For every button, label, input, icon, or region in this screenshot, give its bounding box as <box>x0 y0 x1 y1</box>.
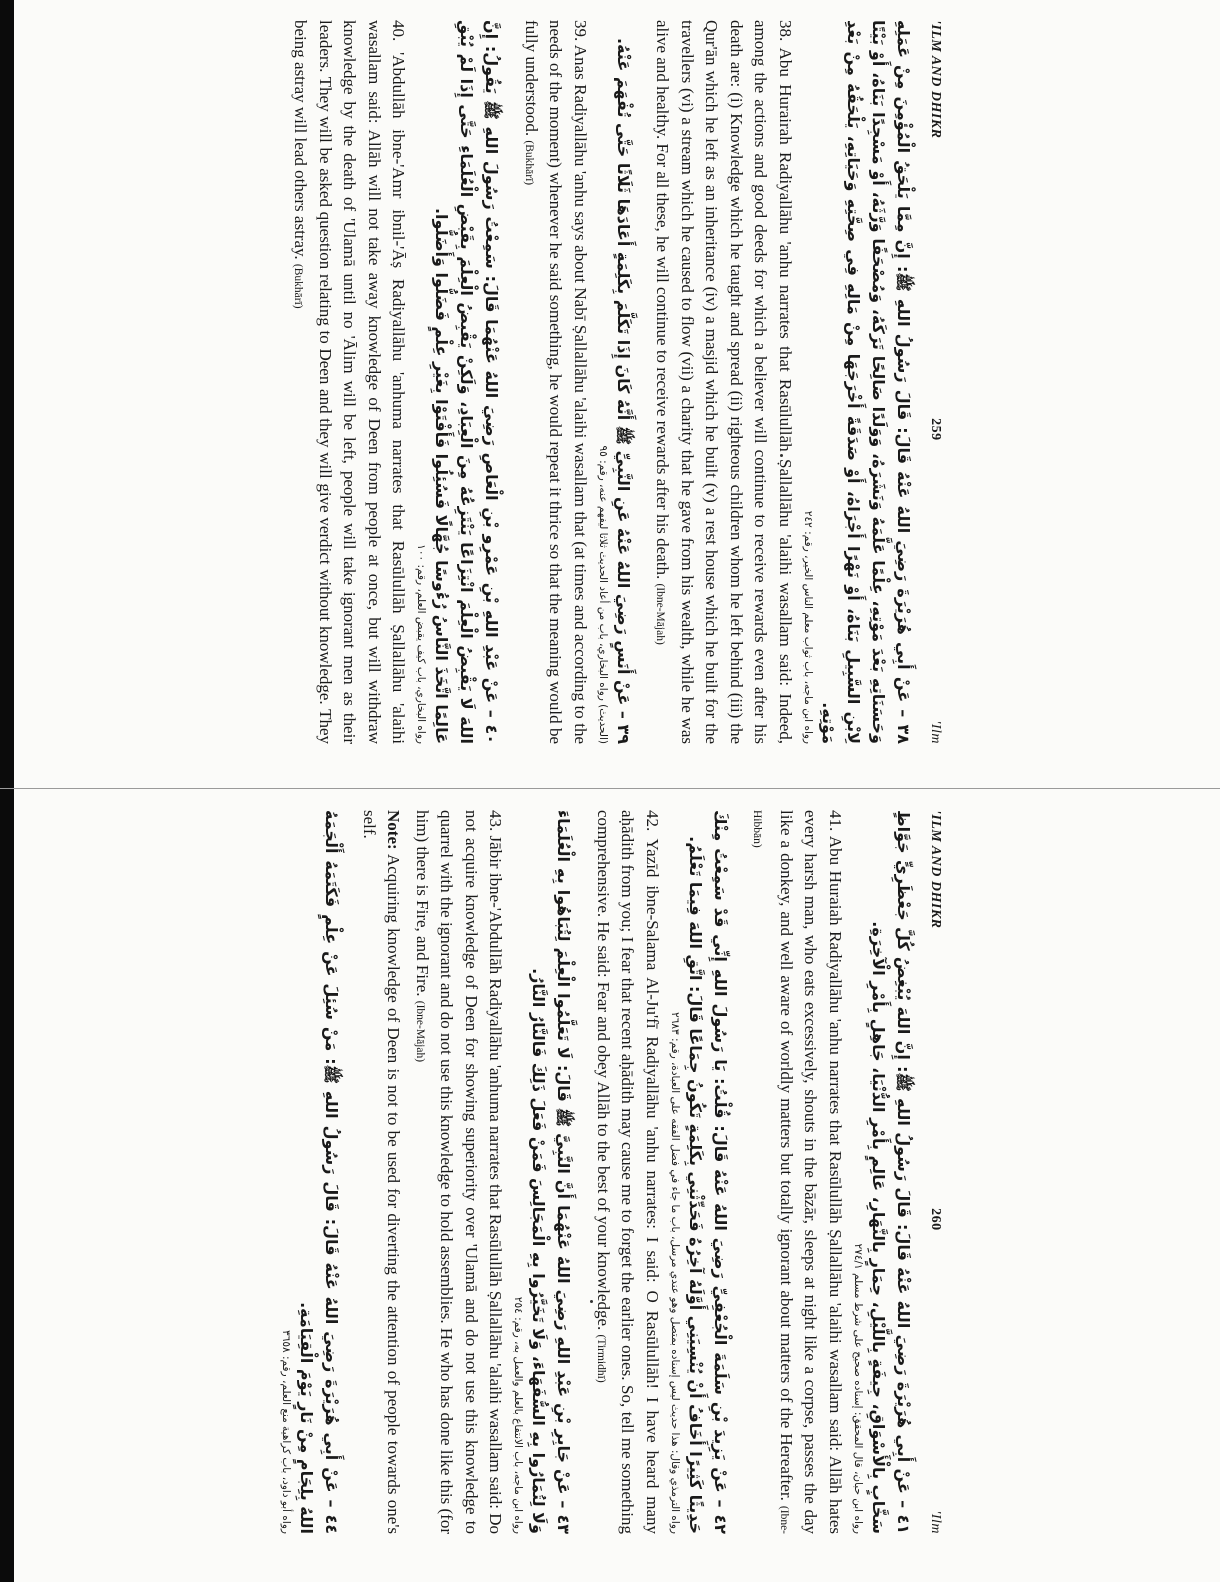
hadith-arabic-reference: (الحديث) رواه البخاري، باب من أعاد الحديث ثلاثا ليفهم عنه، رقم: ٩٥ <box>597 445 609 744</box>
hadith-arabic-reference: رواه الترمذي وقال: هذا حديث ليس إسناده بمتصل وهو عندي مرسل، باب ما جاء في فضل الفقه على العبادة، رقم: ٢٦٨٣ <box>669 1012 681 1534</box>
hadith-arabic-reference: رواه أبو داود، باب كراهية منع العلم، رقم: ٣٦٥٨ <box>280 1330 293 1534</box>
book-title: 'ILM AND DHIKR <box>928 810 943 929</box>
book-page-260 <box>178 804 948 1540</box>
hadith-source: (Ibne-Hibbān) <box>751 810 790 1535</box>
hadith-39 <box>517 20 637 744</box>
section-title: 'Ilm <box>928 720 943 744</box>
note-text: Acquiring knowledge of Deen is not to be used for diverting the attention of people towards one's self. <box>360 810 404 1535</box>
hadith-source: (Bukhārī) <box>292 263 305 309</box>
hadith-note <box>357 810 406 1534</box>
hadith-translation <box>745 810 847 1534</box>
hadith-arabic-text: ٤٠ – عَنْ عَبْدِ اللهِ بْنِ عَمْرِو بْنِ الْعَاصِ رَضِيَ اللهُ عَنْهُمَا قَالَ: سَمِعْتُ رَسُولَ اللهِ ﷺ يَقُولُ: إِنَّ اللهَ لَا يَقْبِضُ الْعِلْمَ انْتِزَاعًا يَنْتَزِعُهُ مِنَ الْعِبَادِ، وَلَكِنْ يَقْبِضُ الْعِلْمَ بِقَبْضِ الْعُلَمَاءِ حَتَّى إِذَا لَمْ يُبْقِ عَالِمًا اتَّخَذَ النَّاسُ رُءُوسًا جُهَّالًا فَسُئِلُوا فَأَفْتَوْا بِغَيْرِ عِلْمٍ فَضَلُّوا وَأَضَلُّوا. <box>432 20 502 744</box>
hadith-arabic-text: ٤٣ – عَنْ جَابِرِ بْنِ عَبْدِ اللهِ رَضِيَ اللهُ عَنْهُمَا أَنَّ النَّبِيَّ ﷺ قَالَ: لَا تَعَلَّمُوا الْعِلْمَ لِتُبَاهُوا بِهِ الْعُلَمَاءَ وَلَا لِتُمَارُوا بِهِ السُّفَهَاءَ، وَلَا تَخَيَّرُوا بِهِ الْمَجَالِسَ فَمَنْ فَعَلَ ذَلِكَ فَالنَّارُ النَّارُ. <box>529 810 574 1534</box>
hadith-source: (Ibne-Mājah) <box>414 1000 426 1063</box>
scan-edge-bar <box>0 0 14 1582</box>
running-head <box>922 20 948 744</box>
hadith-arabic-reference: رواه ابن ماجه، باب الانتفاع بالعلم والعمل به، رقم: ٢٥٤ <box>512 1296 525 1534</box>
section-title: 'Ilm <box>928 1510 943 1534</box>
running-head <box>922 810 948 1534</box>
hadith-42 <box>589 810 734 1534</box>
hadith-translation <box>648 20 797 744</box>
hadith-arabic-text: ٤٢ – عَنْ يَزِيدَ بْنِ سَلَمَةَ الْجُعْفِيِّ رَضِيَ اللهُ عَنْهُ قَالَ: قُلْتُ: يَا رَسُولَ اللهِ إِنِّي قَدْ سَمِعْتُ مِنْكَ حَدِيثًا كَثِيرًا أَخَافُ أَنْ يُنْسِيَنِي أَوَّلَهُ آخِرُهُ فَحَدِّثْنِي بِكَلِمَةٍ تَكُونُ جِمَاعًا قَالَ: اتَّقِ اللهَ فِيمَا تَعْلَمُ. <box>686 810 730 1534</box>
translation-text: 41. Abu Huraiah Radiyallāhu 'anhu narrates that Rasūlullāh Ṣallallāhu 'alaihi wasallam said: Allāh hates every harsh man, who eats excessively, shouts in the bāzār, sleeps at night like a corpse, passes the day like a donkey, and well aware of worldly matters but totally ignorant about matters of the Hereafter. <box>777 810 845 1534</box>
hadith-arabic-reference: رواه ابن حبان، قال المحقق: إسناده صحيح على شرط مسلم ٢٧٤/١ <box>852 1243 864 1534</box>
note-label: Note: <box>384 810 404 850</box>
translation-text: 40. 'Abdullāh ibne-'Amr ibnil-'Āṣ Radiyallāhu 'anhuma narrates that Rasūlullāh Ṣallallāhu 'alaihi wasallam said: Allāh will not take away knowledge of Deen from people at once, but will withdraw knowledge by the death of 'Ulamā until no 'Ālim will be left, people will take ignorant men as their leaders. They will be asked question relating to Deen and they will give verdict without knowledge. They being astray will lead others astray. <box>291 20 409 744</box>
hadith-41 <box>745 810 916 1534</box>
hadith-arabic-text: ٤٤ – عَنْ أَبِي هُرَيْرَةَ رَضِيَ اللهُ عَنْهُ قَالَ: قَالَ رَسُولُ اللهِ ﷺ: مَنْ سُئِلَ عَنْ عِلْمٍ فَكَتَمَهُ أَلْجَمَهُ اللهُ بِلِجَامٍ مِنْ نَارٍ يَوْمَ الْقِيَامَةِ. <box>297 810 342 1534</box>
translation-text: 38. Abu Hurairah Radiyallāhu 'anhu narrates that Rasūlullāh Ṣallallāhu 'alaihi wasallam said: Indeed, among the actions and good deeds for which a believer will continue to receive rewards even after his death are: (i) Knowledge which he taught and spread (ii) righteous children whom he left behind (iii) the Qur'ān which he left as an inheritance (iv) a masjid which he built (v) a rest house which he built for the travellers (vi) a stream which he caused to flow (vii) a charity that he gave from his wealth, while he was alive and healthy. For all these, he will continue to receive rewards after his death. <box>653 20 795 744</box>
hadith-43 <box>357 810 577 1534</box>
hadith-translation <box>408 810 508 1534</box>
hadith-40 <box>286 20 505 744</box>
hadith-arabic-reference: رواه البخاري، باب كيف يقبض العلم، رقم: ١٠٠ <box>415 544 428 744</box>
hadith-38 <box>648 20 916 744</box>
translation-text: 39. Anas Radiyallāhu 'anhu says about Nabī Ṣallallāhu 'alaihi wasallam that (at times and according to the needs of the moment) whenever he said something, he would repeat it thrice so that the meaning would be fully understood. <box>522 20 590 744</box>
hadith-translation <box>286 20 411 744</box>
page-number: 259 <box>928 418 943 441</box>
hadith-translation <box>517 20 593 744</box>
hadith-44 <box>279 810 345 1534</box>
hadith-source: (Tirmidhī) <box>595 1334 607 1383</box>
page-number: 260 <box>928 1208 943 1231</box>
hadith-arabic-reference: رواه ابن ماجه، باب ثواب معلم الناس الخير، رقم: ٢٤٢ <box>802 510 814 744</box>
page-fold-line <box>0 788 1220 789</box>
hadith-source: (Ibne-Mājah) <box>654 583 667 645</box>
hadith-arabic-text: ٤١ – عَنْ أَبِي هُرَيْرَةَ رَضِيَ اللهُ عَنْهُ قَالَ: قَالَ رَسُولُ اللهِ ﷺ: إِنَّ اللهَ يُبْغِضُ كُلَّ جَعْظَرِيٍّ جَوَّاظٍ سَخَّابٍ بِالْأَسْوَاقِ، جِيفَةٍ بِاللَّيْلِ، حِمَارٍ بِالنَّهَارِ، عَالِمٍ بِأَمْرِ الدُّنْيَا، جَاهِلٍ بِأَمْرِ الْآخِرَةِ. <box>869 810 913 1534</box>
translation-text: 42. Yazīd ibne-Salama Al-Ju'fī Radiyallāhu 'anhu narrates: I said: O Rasūlullāh! I have heard many aḥādith from you; I fear that recent aḥādith may cause me to forget the earlier ones. So, tell me something comprehensive. He said: Fear and obey Allāh to the best of your knowledge. <box>594 810 662 1534</box>
hadith-arabic-text: ٣٨ – عَنْ أَبِي هُرَيْرَةَ رَضِيَ اللهُ عَنْهُ قَالَ: قَالَ رَسُولُ اللهِ ﷺ: إِنَّ مِمَّا يَلْحَقُ الْمُؤْمِنَ مِنْ عَمَلِهِ وَحَسَنَاتِهِ بَعْدَ مَوْتِهِ، عِلْمًا عَلَّمَهُ وَنَشَرَهُ، وَوَلَدًا صَالِحًا تَرَكَهُ، وَمُصْحَفًا وَرَّثَهُ، أَوْ مَسْجِدًا بَنَاهُ، أَوْ بَيْتًا لِابْنِ السَّبِيلِ بَنَاهُ، أَوْ نَهْرًا أَجْرَاهُ، أَوْ صَدَقَةً أَخْرَجَهَا مِنْ مَالِهِ فِي صِحَّتِهِ وَحَيَاتِهِ، يَلْحَقُهُ مِنْ بَعْدِ مَوْتِهِ. <box>819 20 913 744</box>
hadith-arabic-text: ٣٩ – عَنْ أَنَسٍ رَضِيَ اللهُ عَنْهُ عَنِ النَّبِيِّ ﷺ أَنَّهُ كَانَ إِذَا تَكَلَّمَ بِكَلِمَةٍ أَعَادَهَا ثَلَاثًا حَتَّى تُفْهَمَ عَنْهُ. <box>614 38 633 744</box>
hadith-source: (Bukhārī) <box>523 140 535 186</box>
hadith-translation <box>589 810 665 1534</box>
book-title: 'ILM AND DHIKR <box>928 20 943 139</box>
translation-text: 43. Jābir ibne-'Abdullāh Radiyallāhu 'anhuma narrates that Rasūlullāh Ṣallallāhu 'alaihi wasallam said: Do not acquire knowledge of Deen for showing superiority over 'Ulamā and do not use this knowledge to quarrel with the ignorant and do not use this knowledge to hold assemblies. He who has done like this (for him) there is Fire, and Fire. <box>413 810 506 1534</box>
book-page-259 <box>178 14 948 750</box>
